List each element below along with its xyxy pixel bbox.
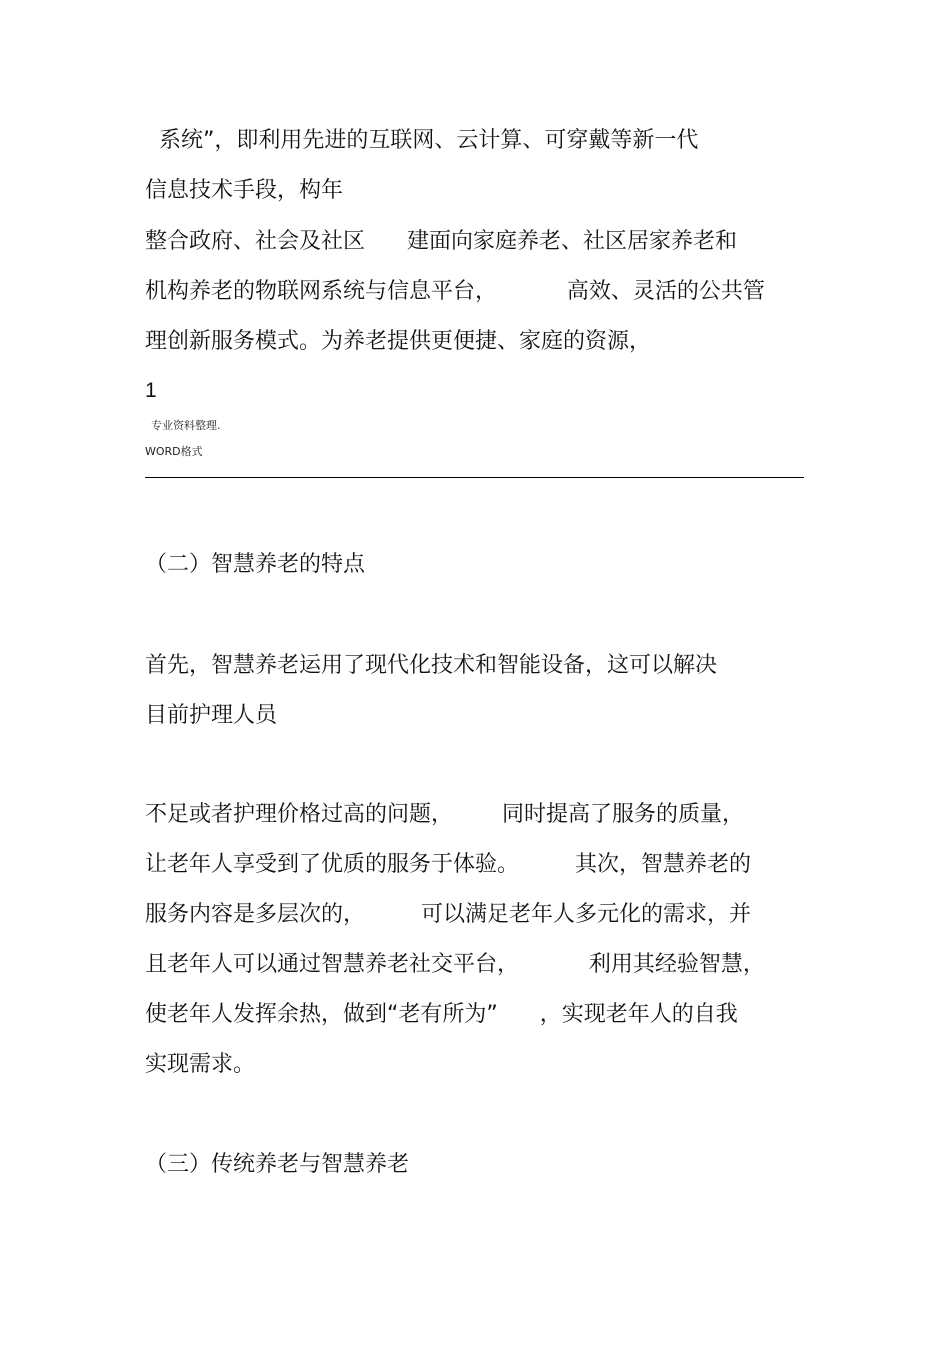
body-text-line: 整合政府、社会及社区 建面向家庭养老、社区居家养老和 xyxy=(145,229,737,254)
footer-note: 专业资料整理. xyxy=(151,419,221,432)
body-text-line: 不足或者护理价格过高的问题， 同时提高了服务的质量， xyxy=(145,802,744,827)
body-text-line: 使老年人发挥余热，做到“老有所为” ，实现老年人的自我 xyxy=(145,1002,738,1027)
footer-divider xyxy=(145,477,804,478)
body-text-line: 系统”，即利用先进的互联网、云计算、可穿戴等新一代 xyxy=(145,128,699,153)
body-text-line: 理创新服务模式。为养老提供更便捷、家庭的资源， xyxy=(145,329,652,354)
section-heading: （二）智慧养老的特点 xyxy=(145,552,366,577)
body-text-line: 让老年人享受到了优质的服务于体验。 其次，智慧养老的 xyxy=(145,852,751,877)
body-text-line: 机构养老的物联网系统与信息平台， 高效、灵活的公共管 xyxy=(145,279,765,304)
section-heading: （三）传统养老与智慧养老 xyxy=(145,1152,410,1177)
body-text-line: 首先，智慧养老运用了现代化技术和智能设备，这可以解决 xyxy=(145,653,718,678)
body-text-line: 信息技术手段，构年 xyxy=(145,178,344,203)
footer-format-label: WORD格式 xyxy=(145,445,203,458)
body-text-line: 实现需求。 xyxy=(145,1052,256,1077)
body-text-line: 目前护理人员 xyxy=(145,703,278,728)
body-text-line: 且老年人可以通过智慧养老社交平台， 利用其经验智慧， xyxy=(145,952,765,977)
page-number: 1 xyxy=(145,379,157,402)
body-text-line: 服务内容是多层次的， 可以满足老年人多元化的需求，并 xyxy=(145,902,751,927)
